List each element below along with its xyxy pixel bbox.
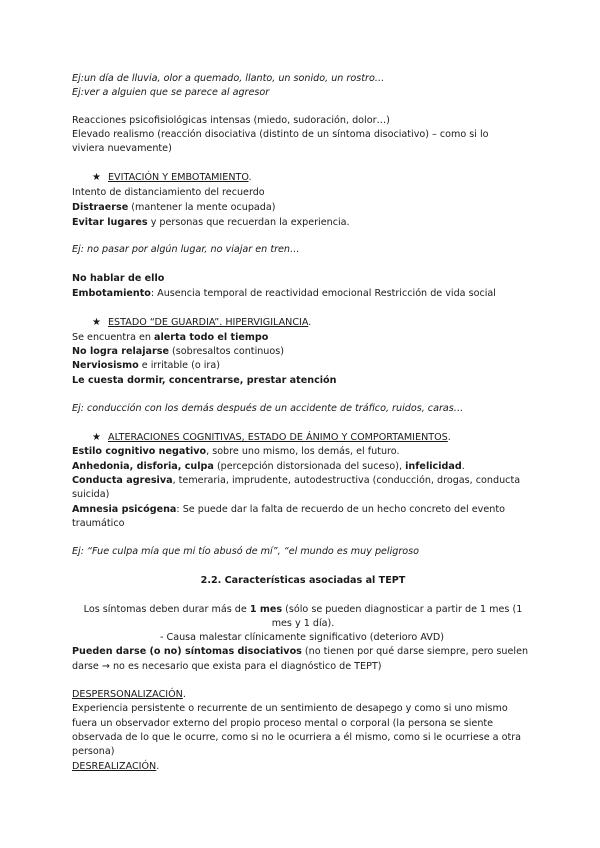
text-line [72, 474, 534, 488]
text-line: persona) [72, 746, 115, 757]
bold-term: Pueden darse (o no) síntomas disociativos [72, 646, 302, 657]
line-text: (percepción distorsionada del suceso), [213, 461, 406, 472]
text-line [72, 272, 534, 286]
line-text: (sobresaltos continuos) [168, 346, 284, 357]
line-text: y personas que recuerdan la experiencia. [147, 217, 350, 228]
dash-list-item: - Causa malestar clínicamente significativo (deterioro AVD) [160, 632, 444, 643]
text-line: suicida) [72, 489, 110, 500]
bold-term: Distraerse [72, 202, 129, 213]
section-title-text: 2.2. Características asociadas al TEPT [200, 575, 406, 586]
text-line: mes y 1 día). [271, 618, 335, 629]
line-text: : Ausencia temporal de reactividad emocional Restricción de vida social [150, 288, 496, 299]
subheading [72, 688, 534, 702]
heading-dot: . [308, 317, 312, 328]
bold-term: Embotamiento [72, 288, 151, 299]
bold-term: Nerviosismo [72, 360, 139, 371]
line-text: (sólo se pueden diagnosticar a partir de 1 mes (1 [282, 604, 523, 615]
section-heading [72, 316, 534, 330]
section-title [72, 574, 534, 588]
text-line [72, 374, 534, 388]
star-bullet-icon: ★ [92, 317, 101, 328]
heading-text: DESREALIZACIÓN [72, 761, 157, 772]
section-heading [72, 431, 534, 445]
line-text: (mantener la mente ocupada) [128, 202, 276, 213]
bold-term: infelicidad [405, 461, 462, 472]
text-line [72, 331, 534, 345]
text-line: observada de lo que le ocurre, como si no le ocurriera a él mismo, como si le ocurriese a otra [72, 732, 522, 743]
example-line: Ej:un día de lluvia, olor a quemado, llanto, un sonido, un rostro… [72, 73, 385, 84]
bold-term: No logra relajarse [72, 346, 169, 357]
bold-term: Le cuesta dormir, concentrarse, prestar atención [72, 375, 337, 386]
text-line [72, 345, 534, 359]
heading-dot: . [156, 761, 160, 772]
bold-term: Evitar lugares [72, 217, 148, 228]
line-text: (no tienen por qué darse siempre, pero suelen [301, 646, 529, 657]
line-text: Los síntomas deben durar más de [83, 604, 250, 615]
heading-text: DESPERSONALIZACIÓN [72, 689, 183, 700]
line-text: e irritable (o ira) [138, 360, 220, 371]
bold-term: Anhedonia, disforia, culpa [72, 461, 214, 472]
line-text: , temeraria, imprudente, autodestructiva (conducción, drogas, conducta [172, 475, 521, 486]
bold-term: No hablar de ello [72, 273, 165, 284]
line-text: : Se puede dar la falta de recuerdo de un hecho concreto del evento [176, 504, 505, 515]
text-line: darse → no es necesario que exista para el diagnóstico de TEPT) [72, 661, 382, 672]
text-line [72, 445, 534, 459]
example-line: Ej: “Fue culpa mía que mi tío abusó de mí”, “el mundo es muy peligroso [72, 546, 420, 557]
text-line [72, 216, 534, 230]
text-line [72, 645, 534, 659]
text-line [72, 460, 534, 474]
text-line [72, 603, 534, 617]
bold-term: 1 mes [249, 604, 283, 615]
heading-text: ALTERACIONES COGNITIVAS, ESTADO DE ÁNIMO Y COMPORTAMIENTOS [108, 432, 448, 443]
bold-term: Amnesia psicógena [72, 504, 177, 515]
text-line: traumático [72, 518, 125, 529]
line-text: . [461, 461, 465, 472]
text-line [72, 503, 534, 517]
heading-dot: . [447, 432, 451, 443]
text-line [72, 287, 534, 301]
example-line: Ej: no pasar por algún lugar, no viajar en tren… [72, 244, 300, 255]
line-text: Se encuentra en [72, 332, 155, 343]
heading-text: ESTADO “DE GUARDIA”. HIPERVIGILANCIA [108, 317, 309, 328]
text-line: Intento de distanciamiento del recuerdo [72, 187, 265, 198]
text-line: Experiencia persistente o recurrente de un sentimiento de desapego y como si uno mismo [72, 703, 508, 714]
text-line: Reacciones psicofisiológicas intensas (miedo, sudoración, dolor…) [72, 115, 390, 126]
star-bullet-icon: ★ [92, 172, 101, 183]
text-line: fuera un observador externo del propio proceso mental o corporal (la persona se siente [72, 718, 494, 729]
bold-term: Conducta agresiva [72, 475, 173, 486]
example-line: Ej:ver a alguien que se parece al agresor [72, 87, 270, 98]
text-line [72, 201, 534, 215]
star-bullet-icon: ★ [92, 432, 101, 443]
section-heading [72, 171, 534, 185]
line-text: , sobre uno mismo, los demás, el futuro. [206, 446, 400, 457]
heading-text: EVITACIÓN Y EMBOTAMIENTO [108, 172, 249, 183]
bold-term: Estilo cognitivo negativo [72, 446, 207, 457]
example-line: Ej: conducción con los demás después de un accidente de tráfico, ruidos, caras… [72, 403, 464, 414]
heading-dot: . [248, 172, 252, 183]
bold-term: alerta todo el tiempo [154, 332, 269, 343]
heading-dot: . [182, 689, 186, 700]
text-line: Elevado realismo (reacción disociativa (distinto de un síntoma disociativo) – como si lo [72, 129, 489, 140]
text-line: viviera nuevamente) [72, 143, 172, 154]
subheading [72, 760, 534, 774]
text-line [72, 359, 534, 373]
